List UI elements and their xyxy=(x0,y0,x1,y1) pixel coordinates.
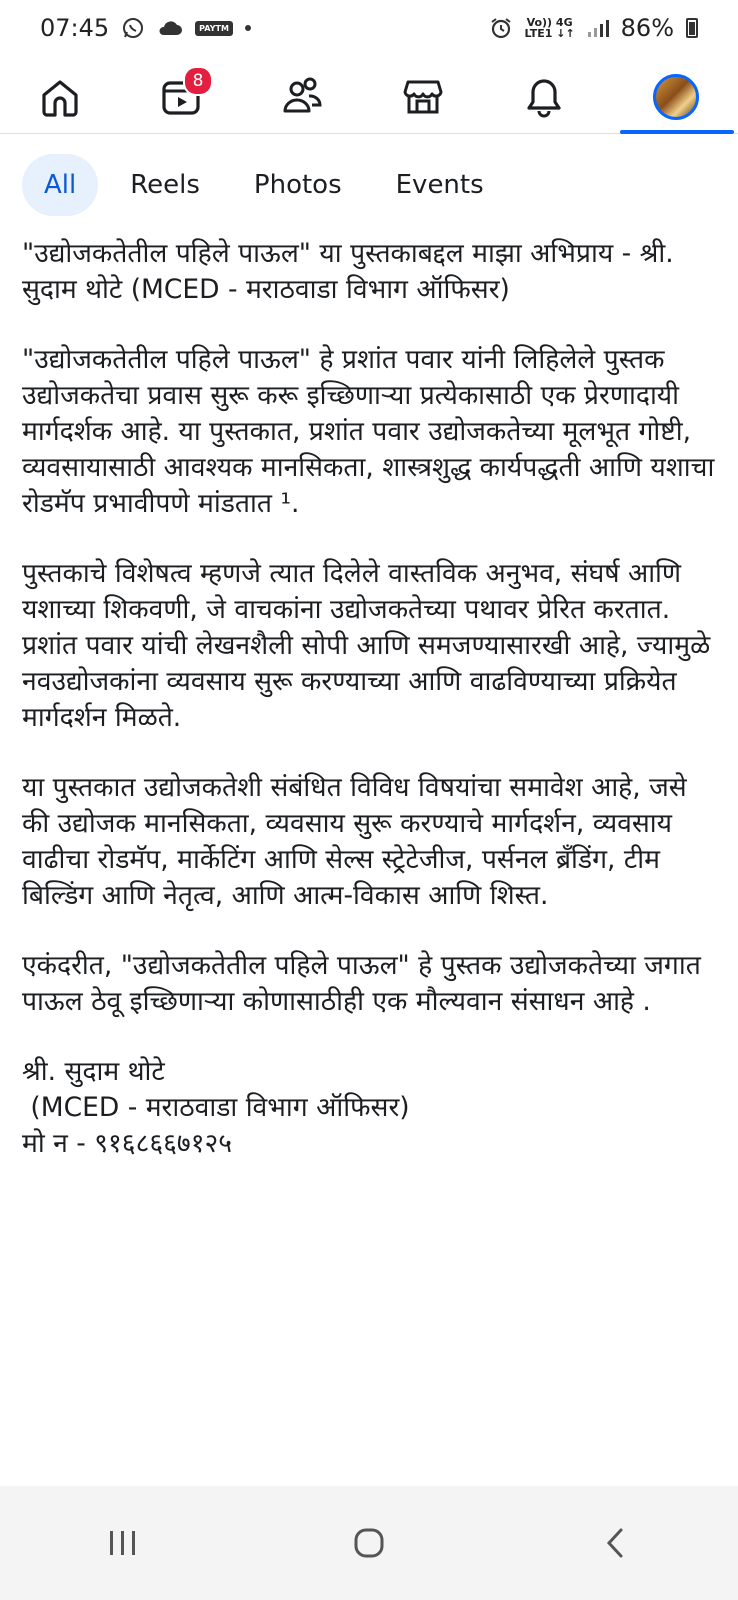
post-paragraph: या पुस्तकात उद्योजकतेशी संबंधित विविध विषयांचा समावेश आहे, जसे की उद्योजक मानसिकता, व्यवसाय सुरू करण्याचे मार्गदर्शन, व्यवसाय वाढीचा रोडमॅप, मार्केटिंग आणि सेल्स स्ट्रेटेजीज, पर्सनल ब्रँडिंग, टीम बिल्डिंग आणि नेतृत्व, आणि आत्म-विकास आणि शिस्त. xyxy=(22,772,687,911)
status-right xyxy=(489,14,698,42)
filter-chip-all[interactable]: All xyxy=(22,154,98,216)
home-circle-icon xyxy=(353,1527,385,1559)
recents-button[interactable] xyxy=(83,1503,163,1583)
recents-icon xyxy=(107,1529,139,1557)
nav-notifications[interactable] xyxy=(506,60,582,133)
status-time: 07:45 xyxy=(40,14,110,42)
filter-chip-events[interactable]: Events xyxy=(395,170,484,200)
post-paragraph: एकंदरीत, "उद्योजकतेतील पहिले पाऊल" हे पुस्तक उद्योजकतेच्या जगात पाऊल ठेवू इच्छिणाऱ्या कोणासाठीही एक मौल्यवान संसाधन आहे . xyxy=(22,950,701,1017)
top-nav xyxy=(0,60,738,134)
video-badge: 8 xyxy=(183,66,213,96)
post-paragraph: "उद्योजकतेतील पहिले पाऊल" हे प्रशांत पवार यांनी लिहिलेले पुस्तक उद्योजकतेचा प्रवास सुरू करू इच्छिणाऱ्या प्रत्येकासाठी एक प्रेरणादायी मार्गदर्शक आहे. या पुस्तकात, प्रशांत पवार उद्योजकतेच्या मूलभूत गोष्टी, व्यवसायासाठी आवश्यक मानसिकता, शास्त्रशुद्ध कार्यपद्धती आणि यशाचा रोडमॅप प्रभावीपणे मांडतात ¹. xyxy=(22,344,715,519)
post-paragraph: "उद्योजकतेतील पहिले पाऊल" या पुस्तकाबद्दल माझा अभिप्राय - श्री. सुदाम थोटे (MCED - मराठवाडा विभाग ऑफिसर) xyxy=(22,238,674,305)
signal-icon xyxy=(587,18,609,38)
filter-chip-photos[interactable]: Photos xyxy=(253,170,342,200)
nav-video[interactable] xyxy=(143,60,219,133)
bell-icon xyxy=(522,75,566,119)
home-button[interactable] xyxy=(329,1503,409,1583)
network-label xyxy=(525,17,575,39)
marketplace-icon xyxy=(401,75,445,119)
filter-tabs xyxy=(22,152,506,218)
paytm-icon: PAYTM xyxy=(195,21,233,36)
post-text xyxy=(22,236,722,1162)
back-chevron-icon xyxy=(603,1527,627,1559)
active-tab-indicator xyxy=(620,130,734,134)
battery-percent: 86% xyxy=(620,14,674,42)
nav-marketplace[interactable] xyxy=(385,60,461,133)
alarm-icon xyxy=(489,16,513,40)
home-icon xyxy=(38,75,82,119)
signature-designation: (MCED - मराठवाडा विभाग ऑफिसर) xyxy=(22,1092,410,1123)
cloud-icon xyxy=(157,19,183,37)
status-left xyxy=(40,14,251,42)
profile-avatar xyxy=(653,74,699,120)
signature-phone: मो न - ९१६८६६७१२५ xyxy=(22,1128,233,1159)
nav-friends[interactable] xyxy=(264,60,340,133)
network-label-bottom: LTE1 ↓↑ xyxy=(524,27,575,40)
filter-chip-reels[interactable]: Reels xyxy=(130,170,200,200)
post-paragraph: पुस्तकाचे विशेषत्व म्हणजे त्यात दिलेले वास्तविक अनुभव, संघर्ष आणि यशाच्या शिकवणी, जे वाचकांना उद्योजकतेच्या पथावर प्रेरित करतात. प्रशांत पवार यांची लेखनशैली सोपी आणि समजण्यासारखी आहे, ज्यामुळे नवउद्योजकांना व्यवसाय सुरू करण्याच्या आणि वाढविण्याच्या प्रक्रियेत मार्गदर्शन मिळते. xyxy=(22,558,711,733)
dot-icon xyxy=(245,25,251,31)
network-label-top: Vo)) 4G xyxy=(526,16,573,29)
back-button[interactable] xyxy=(575,1503,655,1583)
system-nav-bar xyxy=(0,1486,738,1600)
friends-icon xyxy=(280,75,324,119)
status-bar xyxy=(0,0,738,56)
whatsapp-icon xyxy=(121,16,145,40)
signature-name: श्री. सुदाम थोटे xyxy=(22,1056,165,1087)
nav-profile[interactable] xyxy=(638,60,714,133)
battery-icon xyxy=(686,18,698,38)
nav-home[interactable] xyxy=(22,60,98,133)
